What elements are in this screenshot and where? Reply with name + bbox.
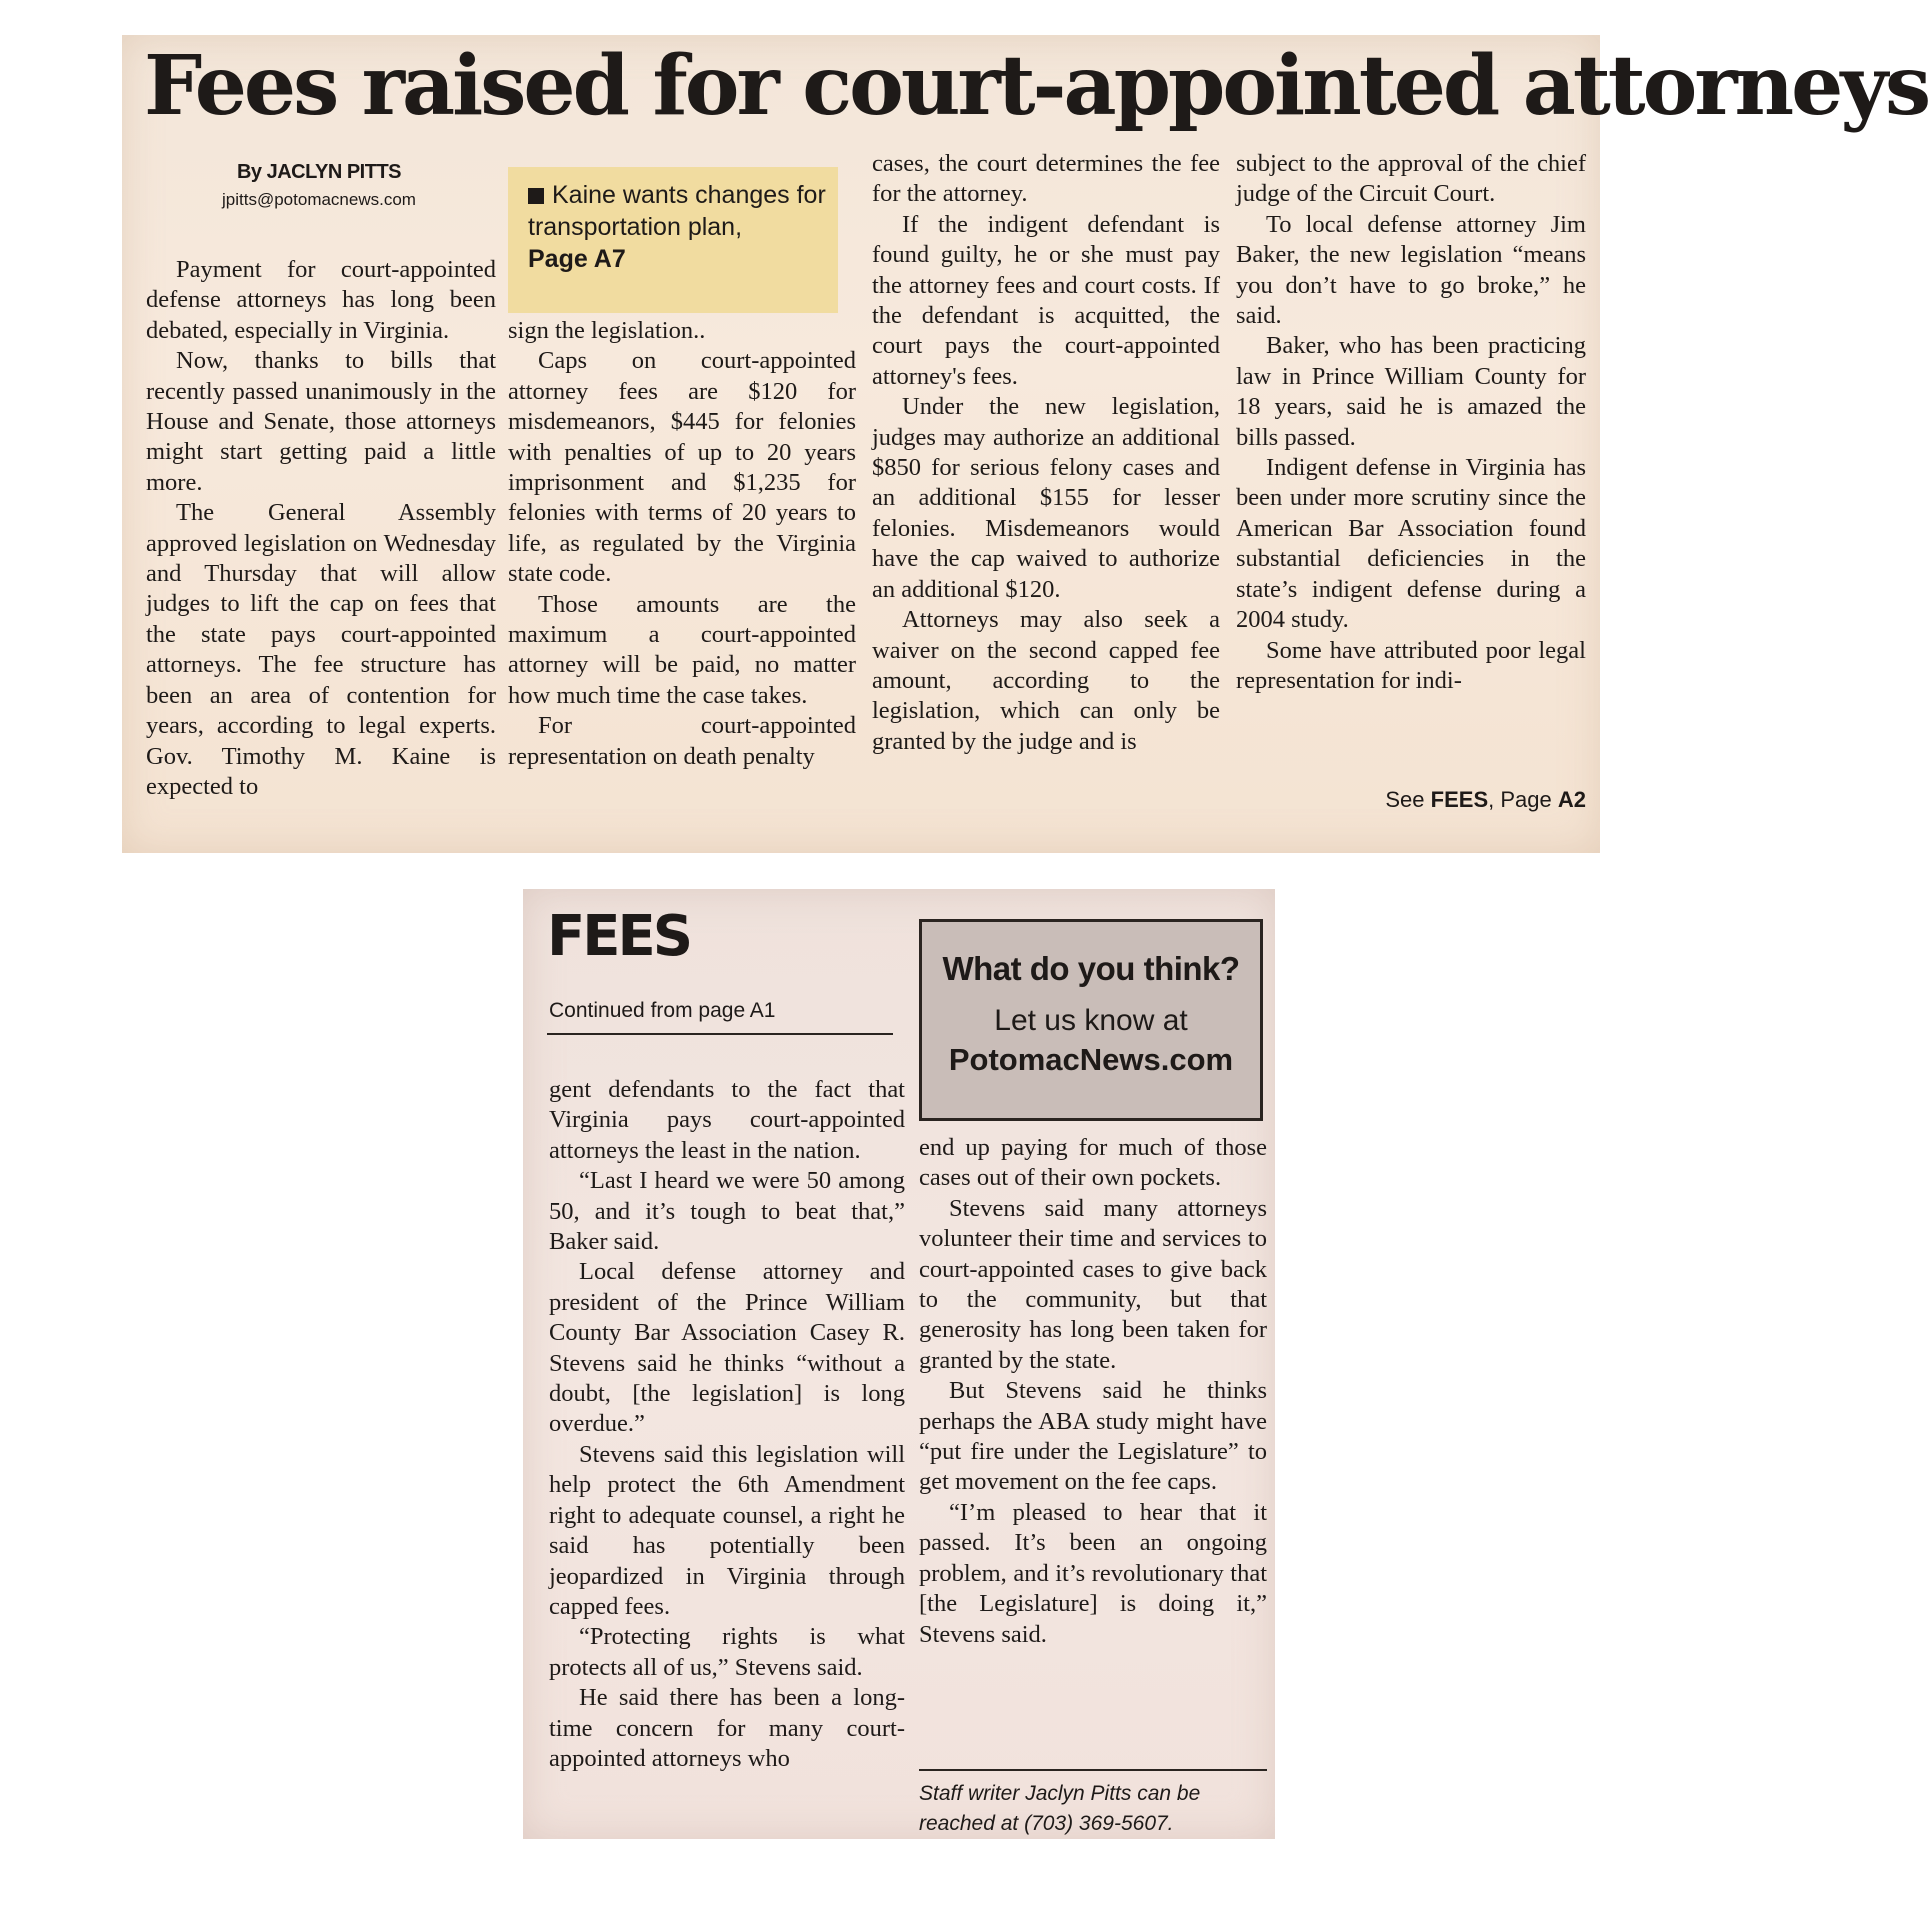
paragraph: Some have attributed poor legal representation for indi- bbox=[1236, 636, 1586, 694]
paragraph: Caps on court-appointed attorney fees are $120 for misdemeanors, $445 for felonies with penalties of up to 20 years imprisonment and $1,235 for felonies with terms of 20 years to life, as regulated by the Virginia state code. bbox=[508, 347, 856, 588]
paragraph: sign the legislation.. bbox=[508, 317, 706, 344]
byline bbox=[144, 161, 494, 210]
bullet-square-icon bbox=[528, 188, 544, 204]
front-column-1 bbox=[146, 255, 496, 802]
jump-word: FEES bbox=[1430, 787, 1489, 812]
front-column-2 bbox=[508, 316, 856, 772]
paragraph: Stevens said this legislation will help protect the 6th Amendment right to adequate counsel, a right he said has potentially been jeopardized in Virginia through capped fees. bbox=[549, 1440, 905, 1620]
byline-email: jpitts@potomacnews.com bbox=[222, 190, 416, 209]
divider bbox=[547, 1033, 893, 1035]
byline-name: By JACLYN PITTS bbox=[236, 161, 402, 183]
paragraph: But Stevens said he thinks perhaps the ABA study might have “put fire under the Legislature” to get movement on the fee caps. bbox=[919, 1377, 1267, 1496]
teaser-box bbox=[508, 167, 838, 313]
paragraph: To local defense attorney Jim Baker, the new legislation “means you don’t have to go broke,” he said. bbox=[1236, 210, 1586, 330]
staff-credit: Staff writer Jaclyn Pitts can be reached at (703) 369-5607. bbox=[919, 1782, 1201, 1835]
promo-question: What do you think? bbox=[942, 950, 1240, 987]
headline: Fees raised for court-appointed attorneys bbox=[144, 38, 1928, 134]
paragraph: “Last I heard we were 50 among 50, and it’s tough to beat that,” Baker said. bbox=[549, 1167, 905, 1256]
jump-page-label: Page bbox=[1500, 787, 1552, 812]
paragraph: subject to the approval of the chief judge of the Circuit Court. bbox=[1236, 150, 1586, 208]
paragraph: Under the new legislation, judges may authorize an additional $850 for serious felony cases and an additional $155 for lesser felonies. Misdemeanors would have the cap waived to authorize an additional $120. bbox=[872, 393, 1220, 603]
paragraph: Those amounts are the maximum a court-appointed attorney will be paid, no matter how much time the case takes. bbox=[508, 590, 856, 709]
front-column-3 bbox=[872, 149, 1220, 757]
paragraph: Indigent defense in Virginia has been under more scrutiny since the American Bar Association found substantial deficiencies in the state’s indigent defense during a 2004 study. bbox=[1236, 454, 1586, 634]
jump-page-clipping bbox=[523, 889, 1275, 1839]
paragraph: “Protecting rights is what protects all of us,” Stevens said. bbox=[549, 1623, 905, 1681]
paragraph: Local defense attorney and president of the Prince William County Bar Association Casey R. Stevens said he thinks “without a doubt, [the legislation] is long overdue.” bbox=[549, 1258, 905, 1438]
jump-column-2 bbox=[919, 1133, 1267, 1650]
jump-line: See FEES, Page A2 bbox=[1385, 787, 1586, 812]
paragraph: gent defendants to the fact that Virginia pays court-appointed attorneys the least in the nation. bbox=[549, 1076, 905, 1164]
front-column-4 bbox=[1236, 149, 1586, 696]
paragraph: cases, the court determines the fee for the attorney. bbox=[872, 150, 1220, 208]
jump-heading: FEES bbox=[547, 904, 691, 969]
paragraph: The General Assembly approved legislation on Wednesday and Thursday that will allow judges to lift the cap on fees that the state pays court-appointed attorneys. The fee structure has been an area of contention for years, according to legal experts. Gov. Timothy M. Kaine is expected to bbox=[146, 499, 496, 800]
paragraph: end up paying for much of those cases out of their own pockets. bbox=[919, 1134, 1267, 1192]
promo-box bbox=[919, 919, 1263, 1121]
paragraph: He said there has been a long-time concern for many court-appointed attorneys who bbox=[549, 1684, 905, 1772]
promo-site: PotomacNews.com bbox=[948, 1042, 1234, 1077]
credit-divider bbox=[919, 1769, 1267, 1771]
teaser-page: Page A7 bbox=[528, 245, 626, 273]
teaser-text: Kaine wants changes for transportation plan, bbox=[528, 181, 826, 241]
paragraph: If the indigent defendant is found guilty, he or she must pay the attorney fees and court costs. If the defendant is acquitted, the court pays the court-appointed attorney's fees. bbox=[872, 210, 1220, 390]
jump-column-1 bbox=[549, 1075, 905, 1774]
paragraph: Now, thanks to bills that recently passed unanimously in the House and Senate, those attorneys might start getting paid a little more. bbox=[146, 347, 496, 496]
continued-from: Continued from page A1 bbox=[549, 999, 776, 1022]
paragraph: Attorneys may also seek a waiver on the second capped fee amount, according to the legislation, which can only be granted by the judge and is bbox=[872, 606, 1220, 755]
paragraph: For court-appointed representation on death penalty bbox=[508, 712, 856, 770]
paragraph: Payment for court-appointed defense attorneys has long been debated, especially in Virginia. bbox=[146, 256, 496, 344]
paragraph: “I’m pleased to hear that it passed. It’s been an ongoing problem, and it’s revolutionary that [the Legislature] is doing it,” Stevens said. bbox=[919, 1498, 1267, 1648]
front-page-clipping bbox=[122, 35, 1928, 853]
jump-prefix: See bbox=[1385, 787, 1425, 812]
paragraph: Baker, who has been practicing law in Prince William County for 18 years, said he is amazed the bills passed. bbox=[1236, 332, 1586, 451]
jump-page-number: A2 bbox=[1557, 787, 1586, 812]
promo-line: Let us know at bbox=[994, 1004, 1188, 1037]
paragraph: Stevens said many attorneys volunteer their time and services to court-appointed cases to give back to the community, but that generosity has long been taken for granted by the state. bbox=[919, 1194, 1267, 1374]
